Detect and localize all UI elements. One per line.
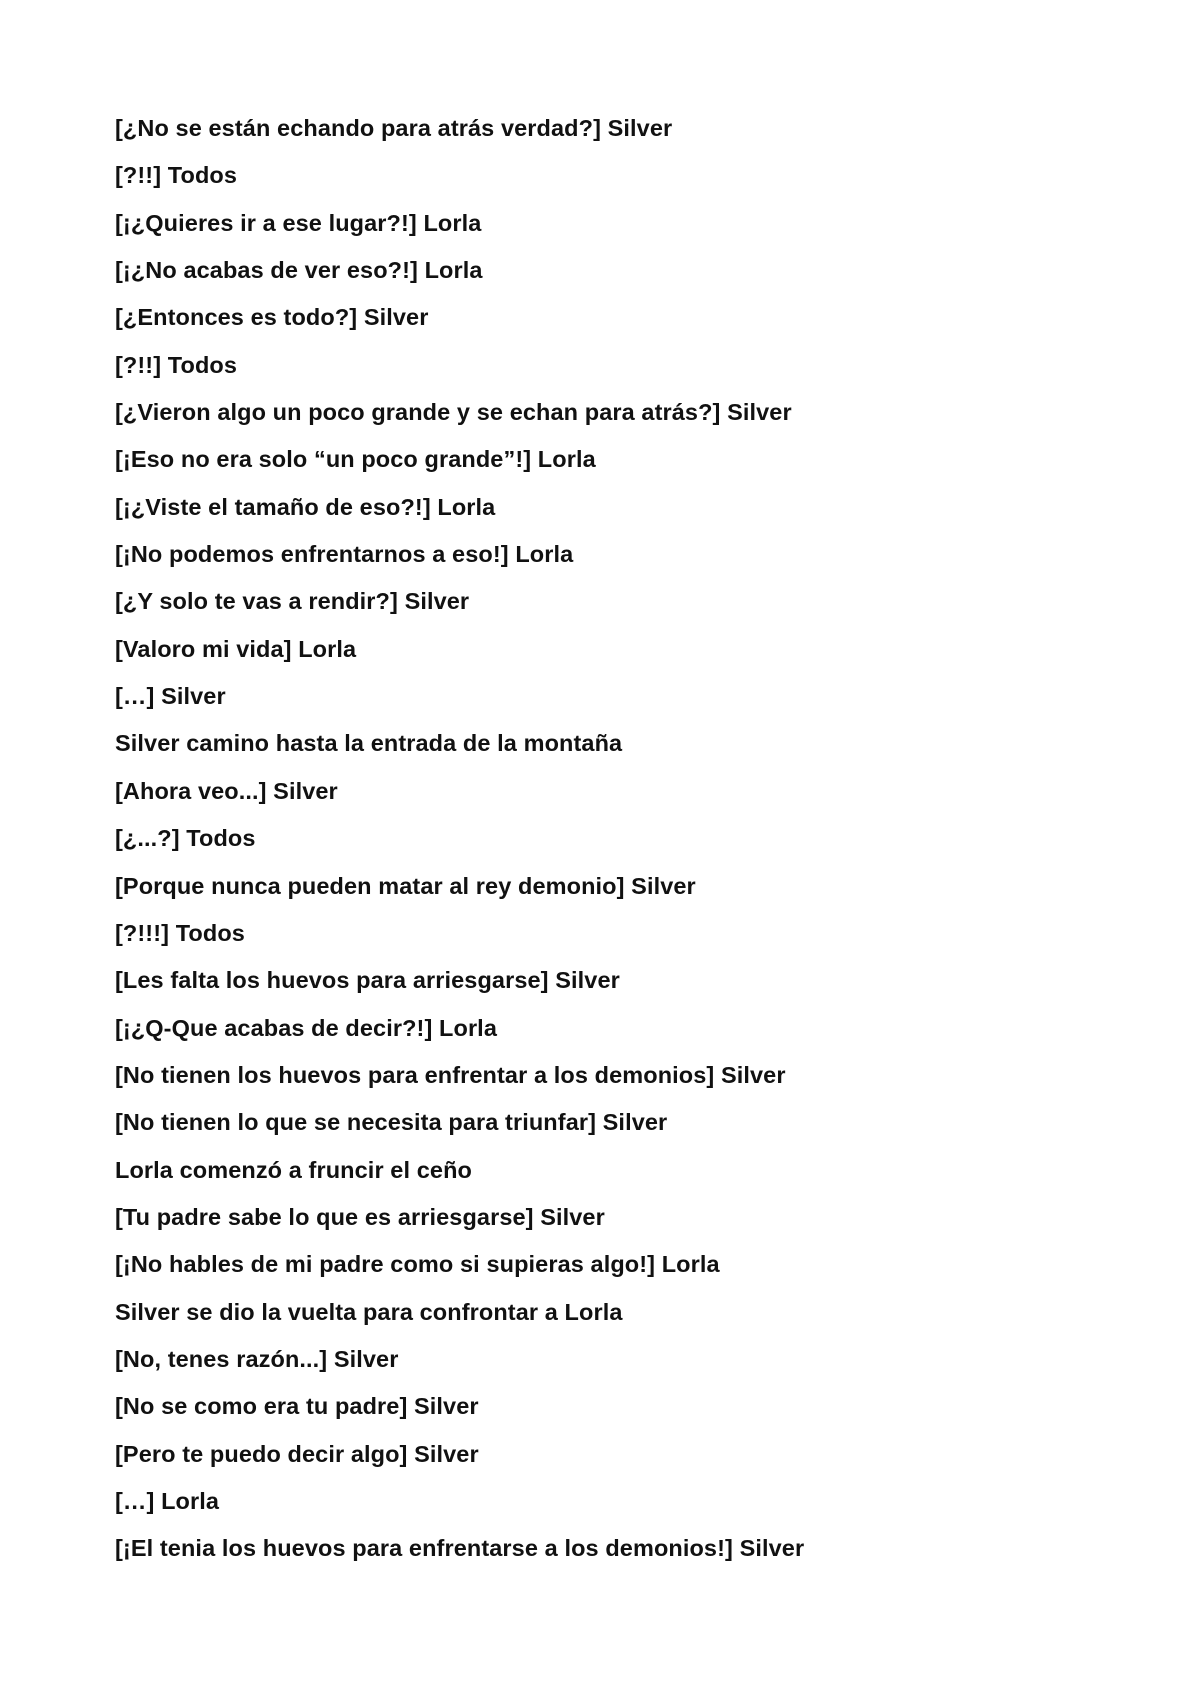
text-line: [¿Y solo te vas a rendir?] Silver	[115, 588, 470, 615]
text-line: [Valoro mi vida] Lorla	[115, 635, 357, 662]
text-line: [¡¿Quieres ir a ese lugar?!] Lorla	[115, 209, 482, 236]
text-line: [No, tenes razón...] Silver	[115, 1345, 399, 1372]
text-line: [¡No hables de mi padre como si supieras algo!] Lorla	[115, 1251, 720, 1278]
text-line: [Pero te puedo decir algo] Silver	[115, 1440, 479, 1467]
text-line: [¡El tenia los huevos para enfrentarse a los demonios!] Silver	[115, 1535, 805, 1562]
dialogue-text-block	[115, 111, 1115, 1579]
text-line: [¿Entonces es todo?] Silver	[115, 304, 429, 331]
text-line: [No tienen los huevos para enfrentar a los demonios] Silver	[115, 1061, 786, 1088]
text-line: [Tu padre sabe lo que es arriesgarse] Silver	[115, 1203, 605, 1230]
text-line: [?!!] Todos	[115, 162, 238, 189]
text-line: [¡¿Viste el tamaño de eso?!] Lorla	[115, 493, 496, 520]
text-line: Lorla comenzó a fruncir el ceño	[115, 1156, 472, 1183]
text-line: […] Lorla	[115, 1487, 220, 1514]
text-line: [?!!] Todos	[115, 351, 238, 378]
text-line: [No tienen lo que se necesita para triunfar] Silver	[115, 1109, 668, 1136]
text-line: [Ahora veo...] Silver	[115, 777, 338, 804]
text-line: […] Silver	[115, 683, 226, 710]
text-line: [¡¿No acabas de ver eso?!] Lorla	[115, 257, 483, 284]
text-line: [¿No se están echando para atrás verdad?] Silver	[115, 115, 673, 141]
text-line: Silver camino hasta la entrada de la montaña	[115, 730, 623, 757]
text-line: Silver se dio la vuelta para confrontar a Lorla	[115, 1298, 623, 1325]
text-line: [?!!!] Todos	[115, 919, 245, 946]
text-line: [¡¿Q-Que acabas de decir?!] Lorla	[115, 1014, 497, 1041]
text-line: [¿Vieron algo un poco grande y se echan para atrás?] Silver	[115, 399, 792, 426]
text-line: [¡No podemos enfrentarnos a eso!] Lorla	[115, 541, 574, 568]
text-line: [¡Eso no era solo “un poco grande”!] Lorla	[115, 446, 596, 473]
text-line: [¿...?] Todos	[115, 825, 256, 852]
text-line: [No se como era tu padre] Silver	[115, 1393, 479, 1420]
text-line: [Porque nunca pueden matar al rey demonio] Silver	[115, 872, 696, 899]
text-line: [Les falta los huevos para arriesgarse] Silver	[115, 967, 620, 994]
